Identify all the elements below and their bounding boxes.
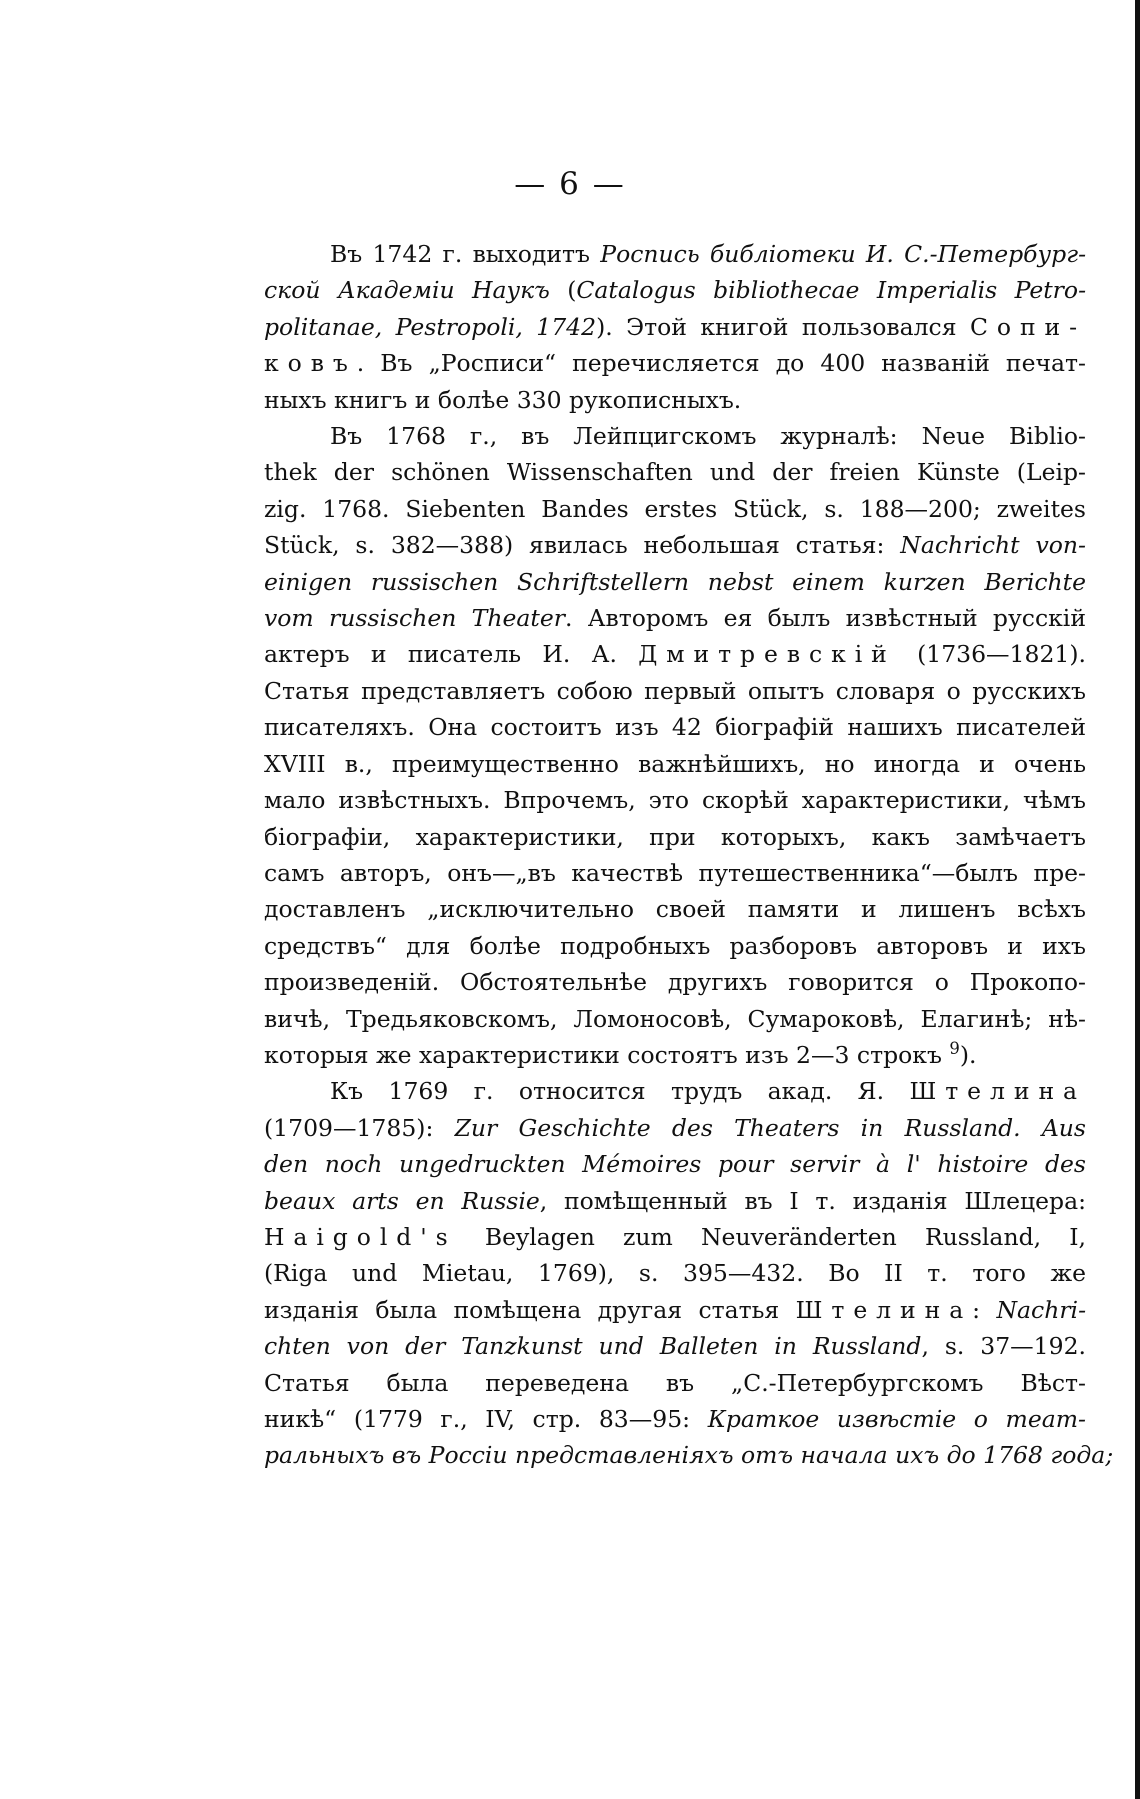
italic-title: ральныхъ въ Россіи представленіяхъ отъ начала ихъ до 1768 года;	[264, 1441, 1114, 1470]
italic-title: Nachri-	[996, 1295, 1087, 1324]
text-line	[264, 1073, 1086, 1109]
text-line: средствъ“ для болѣе подробныхъ разборовъ авторовъ и ихъ	[264, 931, 1086, 960]
text-line: самъ авторъ, онъ—„въ качествѣ путешественника“—былъ пре-	[264, 858, 1086, 887]
italic-title: Catalogus bibliothecae Imperialis Petro-	[576, 276, 1087, 305]
text-line	[264, 527, 1086, 563]
text-run: ).	[959, 1040, 977, 1069]
text-run: . Въ „Росписи“ перечисляется до 400 названій печат-	[356, 349, 1086, 378]
text-line	[264, 600, 1086, 636]
footnote-marker: 9	[949, 1039, 960, 1059]
italic-title: politanae, Pestropoli, 1742	[264, 312, 597, 341]
italic-title: Zur Geschichte des Theaters in Russland. Aus	[454, 1113, 1086, 1142]
italic-title: den noch ungedruckten Mémoires pour servir à l' histoire des	[264, 1150, 1086, 1179]
text-line	[264, 636, 1086, 672]
text-line	[264, 236, 1086, 272]
text-line	[264, 564, 1086, 600]
page-edge	[1135, 0, 1140, 1799]
text-line: писателяхъ. Она состоитъ изъ 42 біографій нашихъ писателей	[264, 713, 1086, 742]
text-line	[264, 1183, 1086, 1219]
text-line: zig. 1768. Siebenten Bandes erstes Stück, s. 188—200; zweites	[264, 494, 1086, 523]
text-run: никѣ“ (1779 г., IV, стр. 83—95:	[264, 1405, 708, 1433]
paragraph-1	[264, 236, 1086, 418]
text-line: мало извѣстныхъ. Впрочемъ, это скорѣй характеристики, чѣмъ	[264, 786, 1086, 815]
text-run: (	[549, 276, 577, 305]
italic-title: ской Академіи Наукъ	[264, 276, 550, 305]
text-run: . Авторомъ ея былъ извѣстный русскій	[564, 604, 1086, 633]
italic-title: beaux arts en Russie	[264, 1186, 540, 1215]
text-line: Въ 1768 г., въ Лейпцигскомъ журналѣ: Neue Biblio-	[330, 422, 1086, 451]
text-run: , помѣщенный въ I т. изданія Шлецера:	[539, 1186, 1086, 1215]
spaced-name: Haigold's	[264, 1222, 457, 1251]
text-run: :	[972, 1295, 997, 1324]
text-line: thek der schönen Wissenschaften und der freien Künste (Leip-	[264, 458, 1086, 487]
text-run: которыя же характеристики состоятъ изъ 2—3 строкъ	[264, 1040, 950, 1069]
italic-title: chten von der Tanzkunst und Balleten in Russland	[264, 1332, 922, 1361]
text-run: Въ 1742 г. выходитъ	[330, 240, 601, 268]
text-run: ). Этой книгой пользовался	[596, 312, 970, 341]
italic-title: vom russischen Theater	[264, 604, 565, 633]
text-line: XVIII в., преимущественно важнѣйшихъ, но иногда и очень	[264, 749, 1086, 778]
italic-title: einigen russischen Schriftstellern nebst einem kurzen Berichte	[264, 567, 1086, 596]
text-run: актеръ и писатель И. А.	[264, 640, 639, 669]
page-number: — 6 —	[514, 166, 626, 202]
text-line	[264, 1110, 1086, 1146]
spaced-name: Дмитревскій	[638, 640, 896, 669]
paragraph-3	[264, 1073, 1114, 1473]
spaced-name: Штелина	[909, 1077, 1086, 1106]
page-text	[264, 236, 1114, 1474]
text-run: изданія была помѣщена другая статья	[264, 1295, 796, 1324]
text-run: Къ 1769 г. относится трудъ акад. Я.	[330, 1077, 910, 1106]
text-line: ныхъ книгъ и болѣе 330 рукописныхъ.	[264, 385, 742, 414]
text-line	[264, 1437, 1114, 1473]
text-run: Beylagen zum Neuveränderten Russland, I,	[456, 1222, 1086, 1251]
paragraph-2	[264, 418, 1086, 1073]
text-line	[264, 272, 1086, 308]
text-line	[264, 1292, 1086, 1328]
text-line	[264, 309, 1086, 345]
text-line: Статья была переведена въ „С.-Петербургскомъ Вѣст-	[264, 1368, 1086, 1397]
text-line: вичѣ, Тредьяковскомъ, Ломоносовѣ, Сумароковѣ, Елагинѣ; нѣ-	[264, 1004, 1086, 1033]
italic-title: Nachricht von-	[900, 531, 1086, 560]
text-run: (1736—1821).	[895, 640, 1086, 669]
italic-title: Роспись библіотеки И. С.-Петербург-	[600, 240, 1087, 268]
text-line	[264, 1401, 1086, 1437]
text-run: (1709—1785):	[264, 1113, 455, 1142]
text-line: произведеній. Обстоятельнѣе другихъ говорится о Прокопо-	[264, 968, 1086, 997]
text-line: Статья представляетъ собою первый опытъ словаря о русскихъ	[264, 676, 1086, 705]
text-line: (Riga und Mietau, 1769), s. 395—432. Во II т. того же	[264, 1259, 1086, 1288]
spaced-name: Штелина	[795, 1295, 973, 1324]
text-run: Stück, s. 382—388) явилась небольшая статья:	[264, 531, 901, 560]
text-line	[264, 1219, 1086, 1255]
italic-title: Краткое извѣстіе о теат-	[707, 1405, 1086, 1433]
text-line	[264, 1146, 1086, 1182]
spaced-name: ковъ	[264, 349, 357, 378]
spaced-name: Сопи-	[969, 312, 1086, 341]
text-run: , s. 37—192.	[921, 1332, 1086, 1361]
text-line	[264, 1037, 1086, 1073]
text-line	[264, 345, 1086, 381]
text-line: доставленъ „исключительно своей памяти и лишенъ всѣхъ	[264, 895, 1086, 924]
text-line	[264, 1328, 1086, 1364]
text-line: біографіи, характеристики, при которыхъ, какъ замѣчаетъ	[264, 822, 1086, 851]
